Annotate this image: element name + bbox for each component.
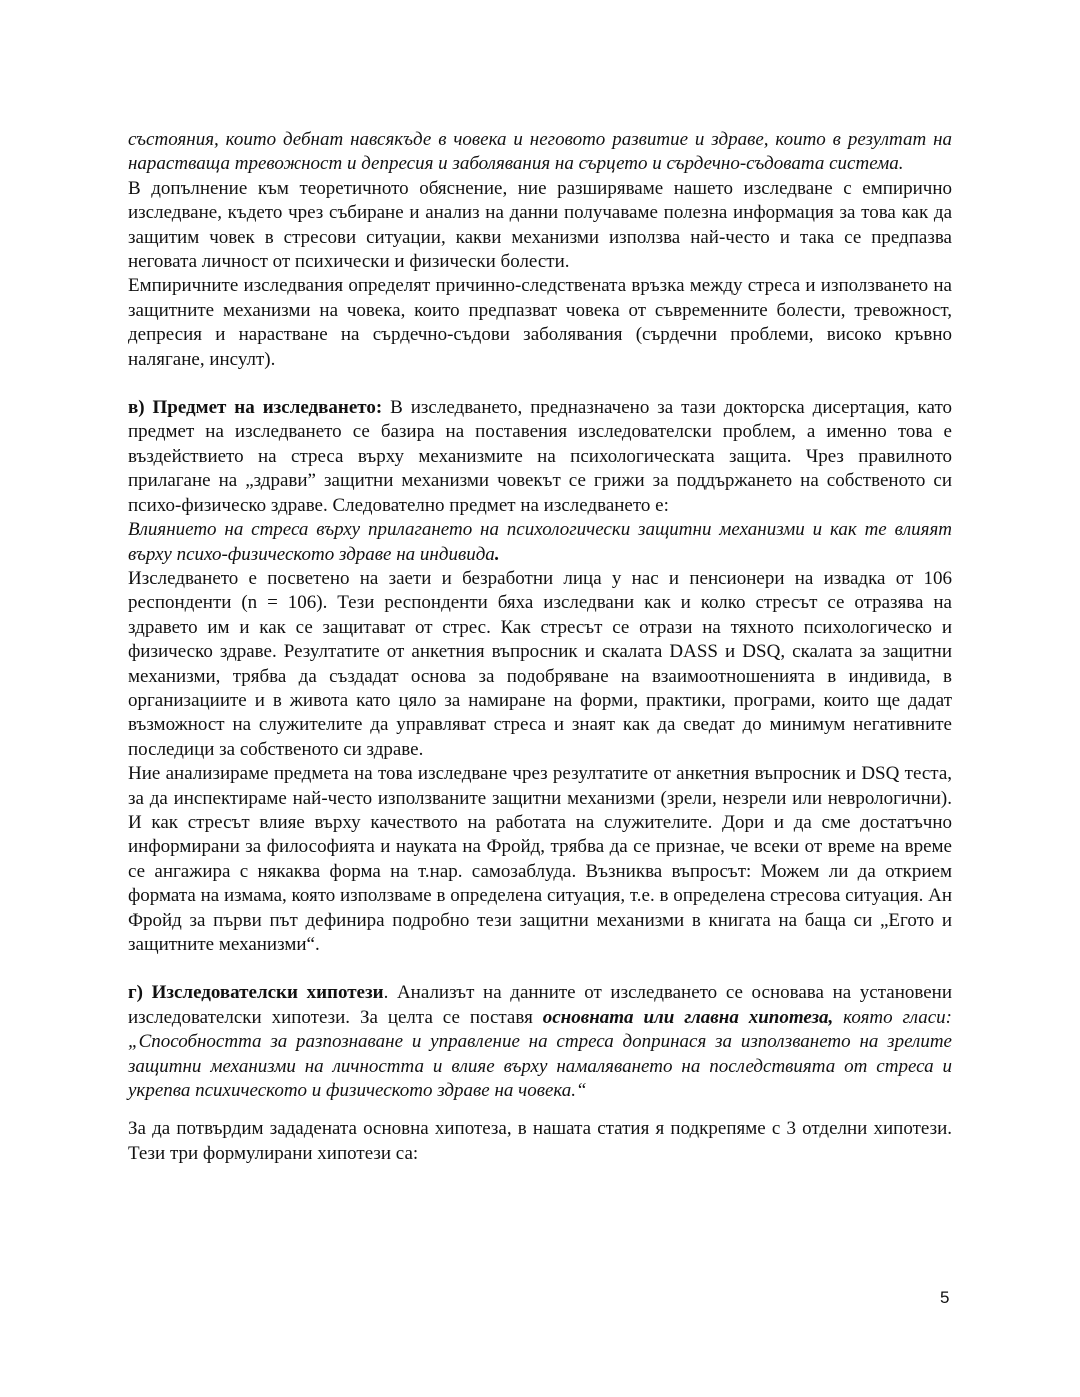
section-v-heading: в) Предмет на изследването:: [128, 397, 383, 419]
intro-paragraph-2: Емпиричните изследвания определят причинно-следствената връзка между стреса и използването на защитните механизми на човека, които предпазват човека от съвременните болести, тревожност, депресия и нарастване на сърдечно-съдови заболявания (сърдечни проблеми, високо кръвно налягане, инсулт).: [128, 275, 952, 370]
section-v-paragraph-2: Изследването е посветено на заети и безработни лица у нас и пенсионери на извадка от 106 респонденти (n = 106). Тези респонденти бяха изследвани как и колко стресът се отразява на здравето им и как се защитават от стрес. Как стресът се отрази на тяхното психологическо и физическо здраве. Резултатите от анкетния въпросник и скалата DASS и DSQ, скалата за защитни механизми, трябва да създадат основа за подобряване на взаимоотношенията в индивида, в организациите и в живота като цяло за намиране на форми, практики, програми, които ще дадат възможност на служителите да управляват стреса и знаят как да сведат до минимум негативните последици за собственото си здраве.: [128, 567, 952, 760]
section-v-statement-end: .: [494, 543, 500, 565]
section-gap: [128, 372, 952, 396]
section-v-statement: [128, 518, 952, 567]
intro-paragraph-1: В допълнение към теоретичното обяснение, ние разширяваме нашето изследване с емпирично изследване, където чрез събиране и анализ на данни получаваме полезна информация за това как да защитим човек в стресови ситуации, какви механизми използва най-често и така се предпазва неговата личност от психически и физически болести.: [128, 177, 952, 273]
section-g-lead: . Анализът на данните от изследването се основава на установени изследователски хипотези. За целта се поставя: [128, 982, 952, 1028]
paragraph-gap: [128, 1103, 952, 1117]
page-number: 5: [940, 1288, 950, 1307]
section-v-text-1: В изследването, предназначено за тази докторска дисертация, като предмет на изследването се базира на поставения изследователски проблем, а именно това е въздействието на стреса върху механизмите на психологическата защита. Чрез правилното прилагане на „здрави” защитни механизми човекът се грижи за поддържането на собственото си психо-физическо здраве. Следователно предмет на изследването е:: [128, 397, 952, 516]
intro-italic-continuation: състояния, които дебнат навсякъде в човека и неговото развитие и здраве, които в резултат на нарастваща тревожност и депресия и заболявания на сърцето и сърдечно-съдовата система.: [128, 129, 952, 175]
section-g-paragraph-1: [128, 981, 952, 1103]
section-g-main-hypothesis-label: основната или главна хипотеза,: [542, 1006, 834, 1028]
section-g-paragraph-2: За да потвърдим зададената основна хипотеза, в нашата статия я подкрепяме с 3 отделни хипотези. Тези три формулирани хипотези са:: [128, 1118, 952, 1164]
section-v-italic-statement: Влиянието на стреса върху прилагането на психологически защитни механизми и как те влияят върху психо-физическото здраве на индивида: [128, 519, 952, 565]
section-v-paragraph-1: [128, 396, 952, 518]
section-v-paragraph-3: Ние анализираме предмета на това изследване чрез резултатите от анкетния въпросник и DSQ теста, за да инспектираме най-често използваните защитни механизми (зрели, незрели или неврологични). И как стресът влияе върху качеството на работата на служителите. Дори и да сме достатъчно информирани за философията и науката на Фройд, трябва да се признае, че всеки от време на време се ангажира с някаква форма на т.нар. самозаблуда. Възниква въпросът: Можем ли да открием формата на измама, която използваме в определена ситуация, т.е. в определена стресова ситуация. Ан Фройд за първи път дефинира подробно тези защитни механизми в книгата на баща си „Егото и защитните механизми“.: [128, 763, 952, 955]
section-g-heading: г) Изследователски хипотези: [128, 982, 384, 1004]
section-g-main-hypothesis-quote: която гласи: „Способността за разпознаване и управление на стреса допринася за използването на зрелите защитни механизми на личността и влияе върху намаляването на последствията от стреса и укрепва психическото и физическото здраве на човека.“: [128, 1006, 952, 1102]
section-gap: [128, 957, 952, 981]
document-page: [128, 128, 952, 1166]
